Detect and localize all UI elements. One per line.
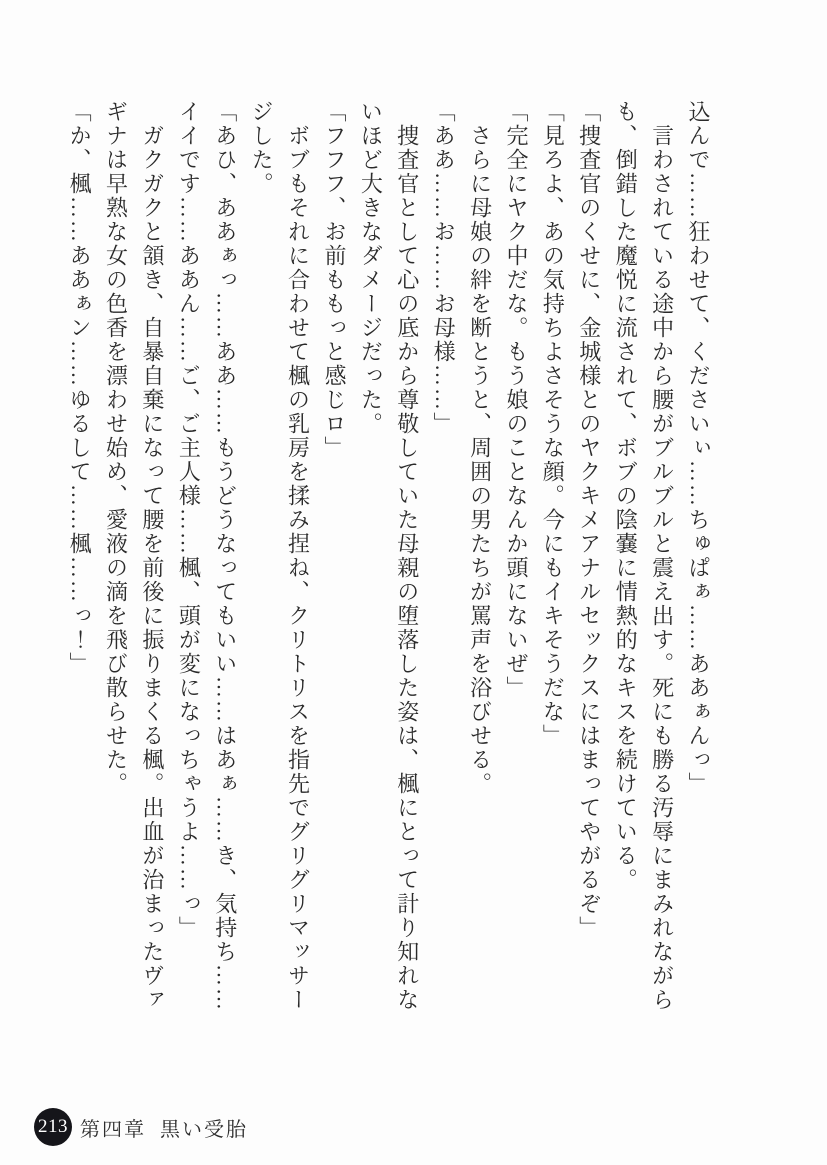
text-column: ジした。 bbox=[249, 100, 275, 196]
text-block bbox=[61, 100, 716, 1016]
text-column: 「完全にヤク中だな。もう娘のことなんか頭にないぜ」 bbox=[503, 100, 529, 700]
text-column: 「フフフ、お前ももっと感じロ」 bbox=[321, 100, 347, 460]
page-footer bbox=[34, 1108, 248, 1146]
text-column: 言わされている途中から腰がブルブルと震え出す。死にも勝る汚辱にまみれながら bbox=[649, 124, 675, 1012]
text-column: いほど大きなダメージだった。 bbox=[358, 100, 384, 436]
page-number-badge bbox=[34, 1108, 72, 1146]
text-column: ギナは早熟な女の色香を漂わせ始め、愛液の滴を飛び散らせた。 bbox=[103, 100, 129, 796]
text-column: 「捜査官のくせに、金城様とのヤクキメアナルセックスにはまってやがるぞ」 bbox=[576, 100, 602, 940]
text-column: も、倒錯した魔悦に流されて、ボブの陰嚢に情熱的なキスを続けている。 bbox=[613, 100, 639, 892]
text-column: 「か、楓……ああぁン……ゆるして……楓……っ！」 bbox=[67, 100, 93, 676]
text-column: 捜査官として心の底から尊敬していた母親の堕落した姿は、楓にとって計り知れな bbox=[394, 124, 420, 1012]
chapter-label: 第四章 bbox=[80, 1118, 146, 1141]
text-column: 「見ろよ、あの気持ちよさそうな顔。今にもイキそうだな」 bbox=[540, 100, 566, 748]
text-column: 「あひ、ああぁっ……ああ……もうどうなってもいい……はあぁ……き、気持ち…… bbox=[212, 100, 238, 1012]
text-column: さらに母娘の絆を断とうと、周囲の男たちが罵声を浴びせる。 bbox=[467, 124, 493, 796]
text-column: 込んで……狂わせて、くださいぃ……ちゅぱぁ……ああぁんっ」 bbox=[686, 100, 711, 796]
chapter-heading bbox=[80, 1113, 248, 1142]
chapter-title: 黒い受胎 bbox=[160, 1118, 248, 1141]
text-column: イイです……ああん……ご、ご主人様……楓、頭が変になっちゃうよ……っ」 bbox=[176, 100, 202, 940]
text-column: 「ああ……お……お母様……」 bbox=[431, 100, 457, 436]
text-column: ボブもそれに合わせて楓の乳房を揉み捏ね、クリトリスを指先でグリグリマッサー bbox=[285, 124, 311, 1012]
text-column: ガクガクと頷き、自暴自棄になって腰を前後に振りまくる楓。出血が治まったヴァ bbox=[139, 124, 165, 1012]
page-number: 213 bbox=[38, 1116, 68, 1137]
